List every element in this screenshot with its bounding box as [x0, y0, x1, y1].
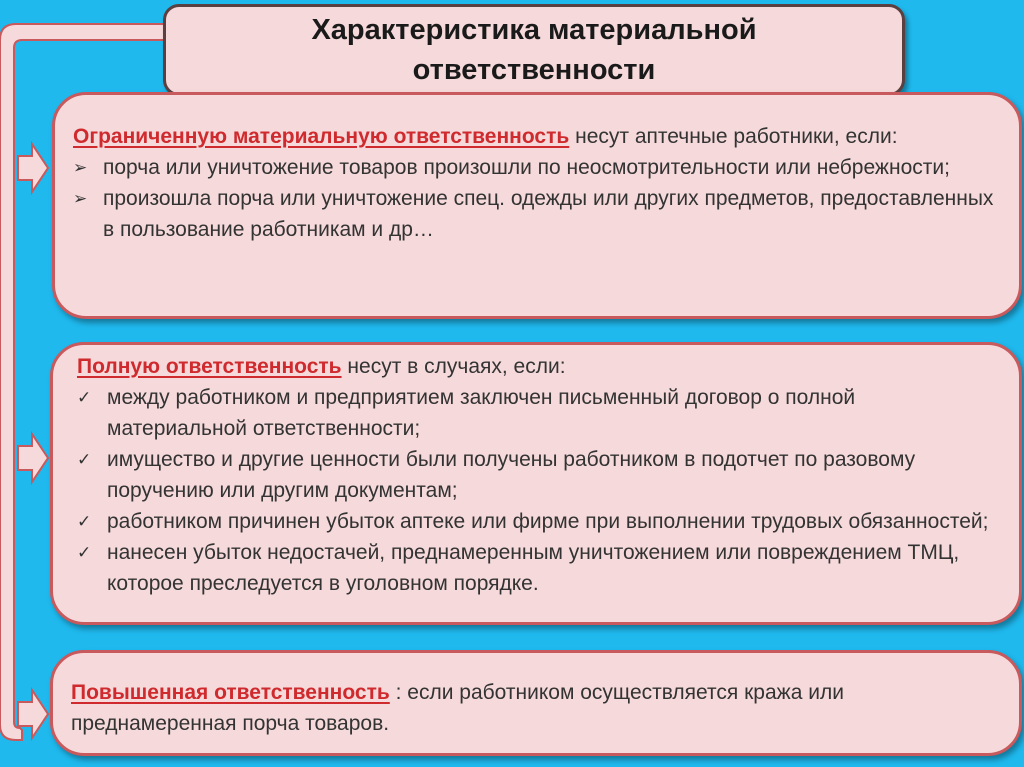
list-item-text: порча или уничтожение товаров произошли по неосмотрительности или небрежности; — [103, 156, 950, 179]
list-item-text: имущество и другие ценности были получены работником в подотчет по разовому поручению или другим документам; — [107, 448, 916, 502]
panel-heading: Повышенная ответственность — [71, 681, 390, 704]
list-item — [77, 537, 999, 599]
checkmark-bullet-icon: ✓ — [77, 450, 92, 469]
list-item — [77, 382, 999, 444]
panel-intro — [77, 351, 999, 382]
list-item-text: произошла порча или уничтожение спец. одежды или других предметов, предоставленных в пользование работникам и др… — [103, 187, 994, 241]
list-item — [73, 152, 999, 183]
full-liability-panel — [50, 342, 1022, 625]
panel-intro-text: несут в случаях, если: — [341, 355, 566, 378]
list-item — [77, 444, 999, 506]
arrow-1-icon — [18, 144, 48, 192]
panel-intro-text: несут аптечные работники, если: — [569, 125, 898, 148]
panel-heading: Ограниченную материальную ответственность — [73, 125, 570, 148]
list-item — [73, 183, 999, 245]
panel-intro-text: : если работником осуществляется кража или преднамеренная порча товаров. — [71, 681, 844, 735]
list-item — [77, 506, 999, 537]
title-line-1: Характеристика материальной — [311, 14, 757, 46]
title-box — [163, 4, 905, 96]
arrow-2-icon — [18, 434, 48, 482]
checkmark-bullet-icon: ✓ — [77, 512, 92, 531]
checkmark-bullet-icon: ✓ — [77, 543, 92, 562]
checkmark-bullet-icon: ✓ — [77, 388, 92, 407]
panel-intro — [73, 121, 999, 152]
increased-liability-panel — [50, 650, 1022, 756]
list-item-text: нанесен убыток недостачей, преднамеренным уничтожением или повреждением ТМЦ, которое преследуется в уголовном порядке. — [107, 541, 960, 595]
arrow-bullet-icon: ➢ — [73, 189, 88, 208]
page-title — [311, 10, 756, 90]
limited-liability-panel — [52, 92, 1022, 319]
panel-heading: Полную ответственность — [77, 355, 342, 378]
list-item-text: между работником и предприятием заключен письменный договор о полной материальной ответственности; — [107, 386, 856, 440]
panel-intro — [71, 677, 999, 739]
arrow-bullet-icon: ➢ — [73, 158, 88, 177]
list-item-text: работником причинен убыток аптеке или фирме при выполнении трудовых обязанностей; — [107, 510, 989, 533]
title-line-2: ответственности — [412, 54, 656, 86]
